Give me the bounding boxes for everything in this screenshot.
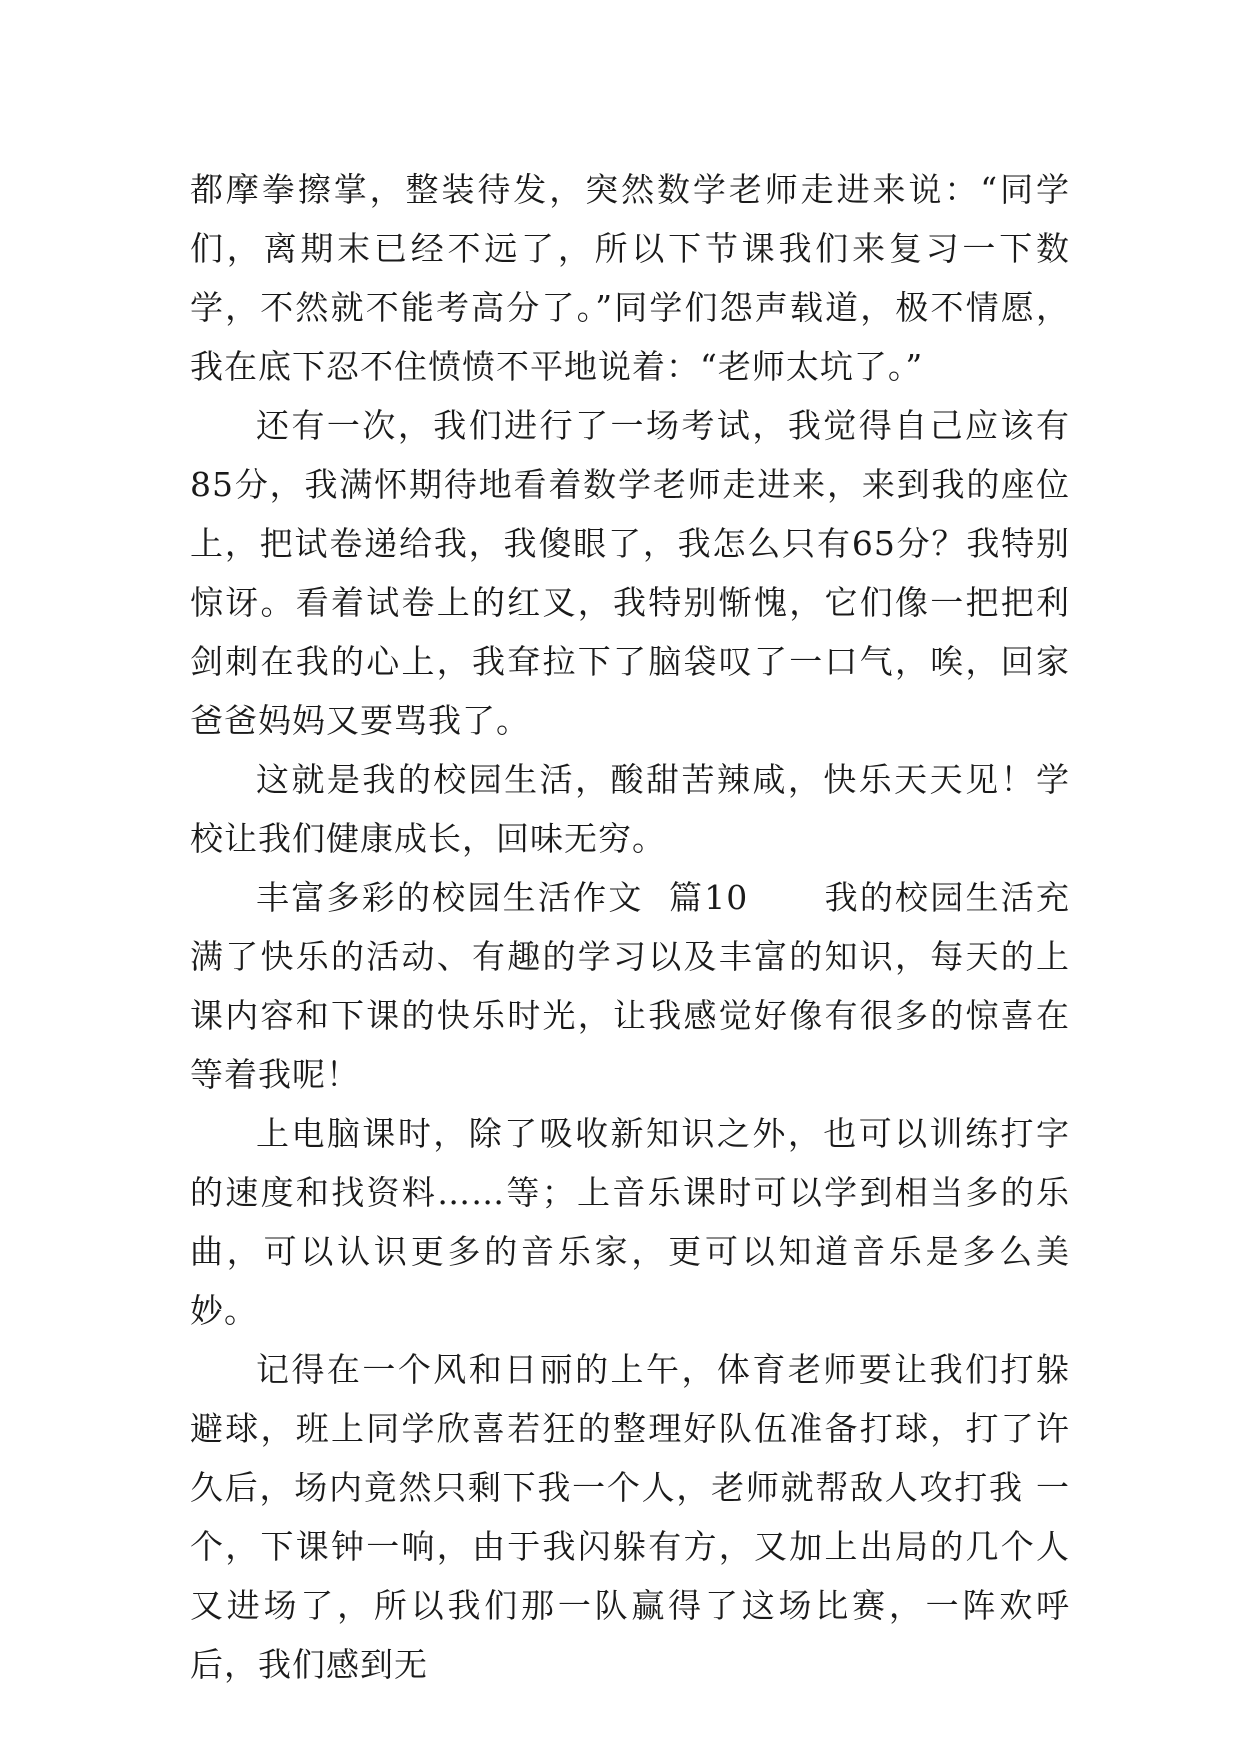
paragraph-4: 丰富多彩的校园生活作文 篇10 我的校园生活充满了快乐的活动、有趣的学习以及丰富的知识，每天的上课内容和下课的快乐时光，让我感觉好像有很多的惊喜在等着我呢！ xyxy=(190,878,1070,1094)
paragraph-6: 记得在一个风和日丽的上午，体育老师要让我们打躲避球，班上同学欣喜若狂的整理好队伍准备打球，打了许久后，场内竟然只剩下我一个人，老师就帮敌人攻打我 一个，下课钟一响，由于我闪躲有方，又加上出局的几个人又进场了，所以我们那一队赢得了这场比赛，一阵欢呼后，我们感到无 xyxy=(190,1350,1070,1684)
paragraph-2: 还有一次，我们进行了一场考试，我觉得自己应该有85分，我满怀期待地看着数学老师走进来，来到我的座位上，把试卷递给我，我傻眼了，我怎么只有65分？我特别惊讶。看着试卷上的红叉，我特别惭愧，它们像一把把利剑刺在我的心上，我耷拉下了脑袋叹了一口气，唉，回家爸爸妈妈又要骂我了。 xyxy=(190,406,1070,740)
paragraph-5: 上电脑课时，除了吸收新知识之外，也可以训练打字的速度和找资料……等；上音乐课时可以学到相当多的乐曲，可以认识更多的音乐家，更可以知道音乐是多么美妙。 xyxy=(190,1114,1070,1330)
paragraph-1: 都摩拳擦掌，整装待发，突然数学老师走进来说：“同学们，离期末已经不远了，所以下节课我们来复习一下数学，不然就不能考高分了。”同学们怨声载道，极不情愿，我在底下忍不住愤愤不平地说着：“老师太坑了。” xyxy=(190,170,1070,386)
document-body xyxy=(190,160,1070,1694)
paragraph-3: 这就是我的校园生活，酸甜苦辣咸，快乐天天见！学校让我们健康成长，回味无穷。 xyxy=(190,760,1070,858)
